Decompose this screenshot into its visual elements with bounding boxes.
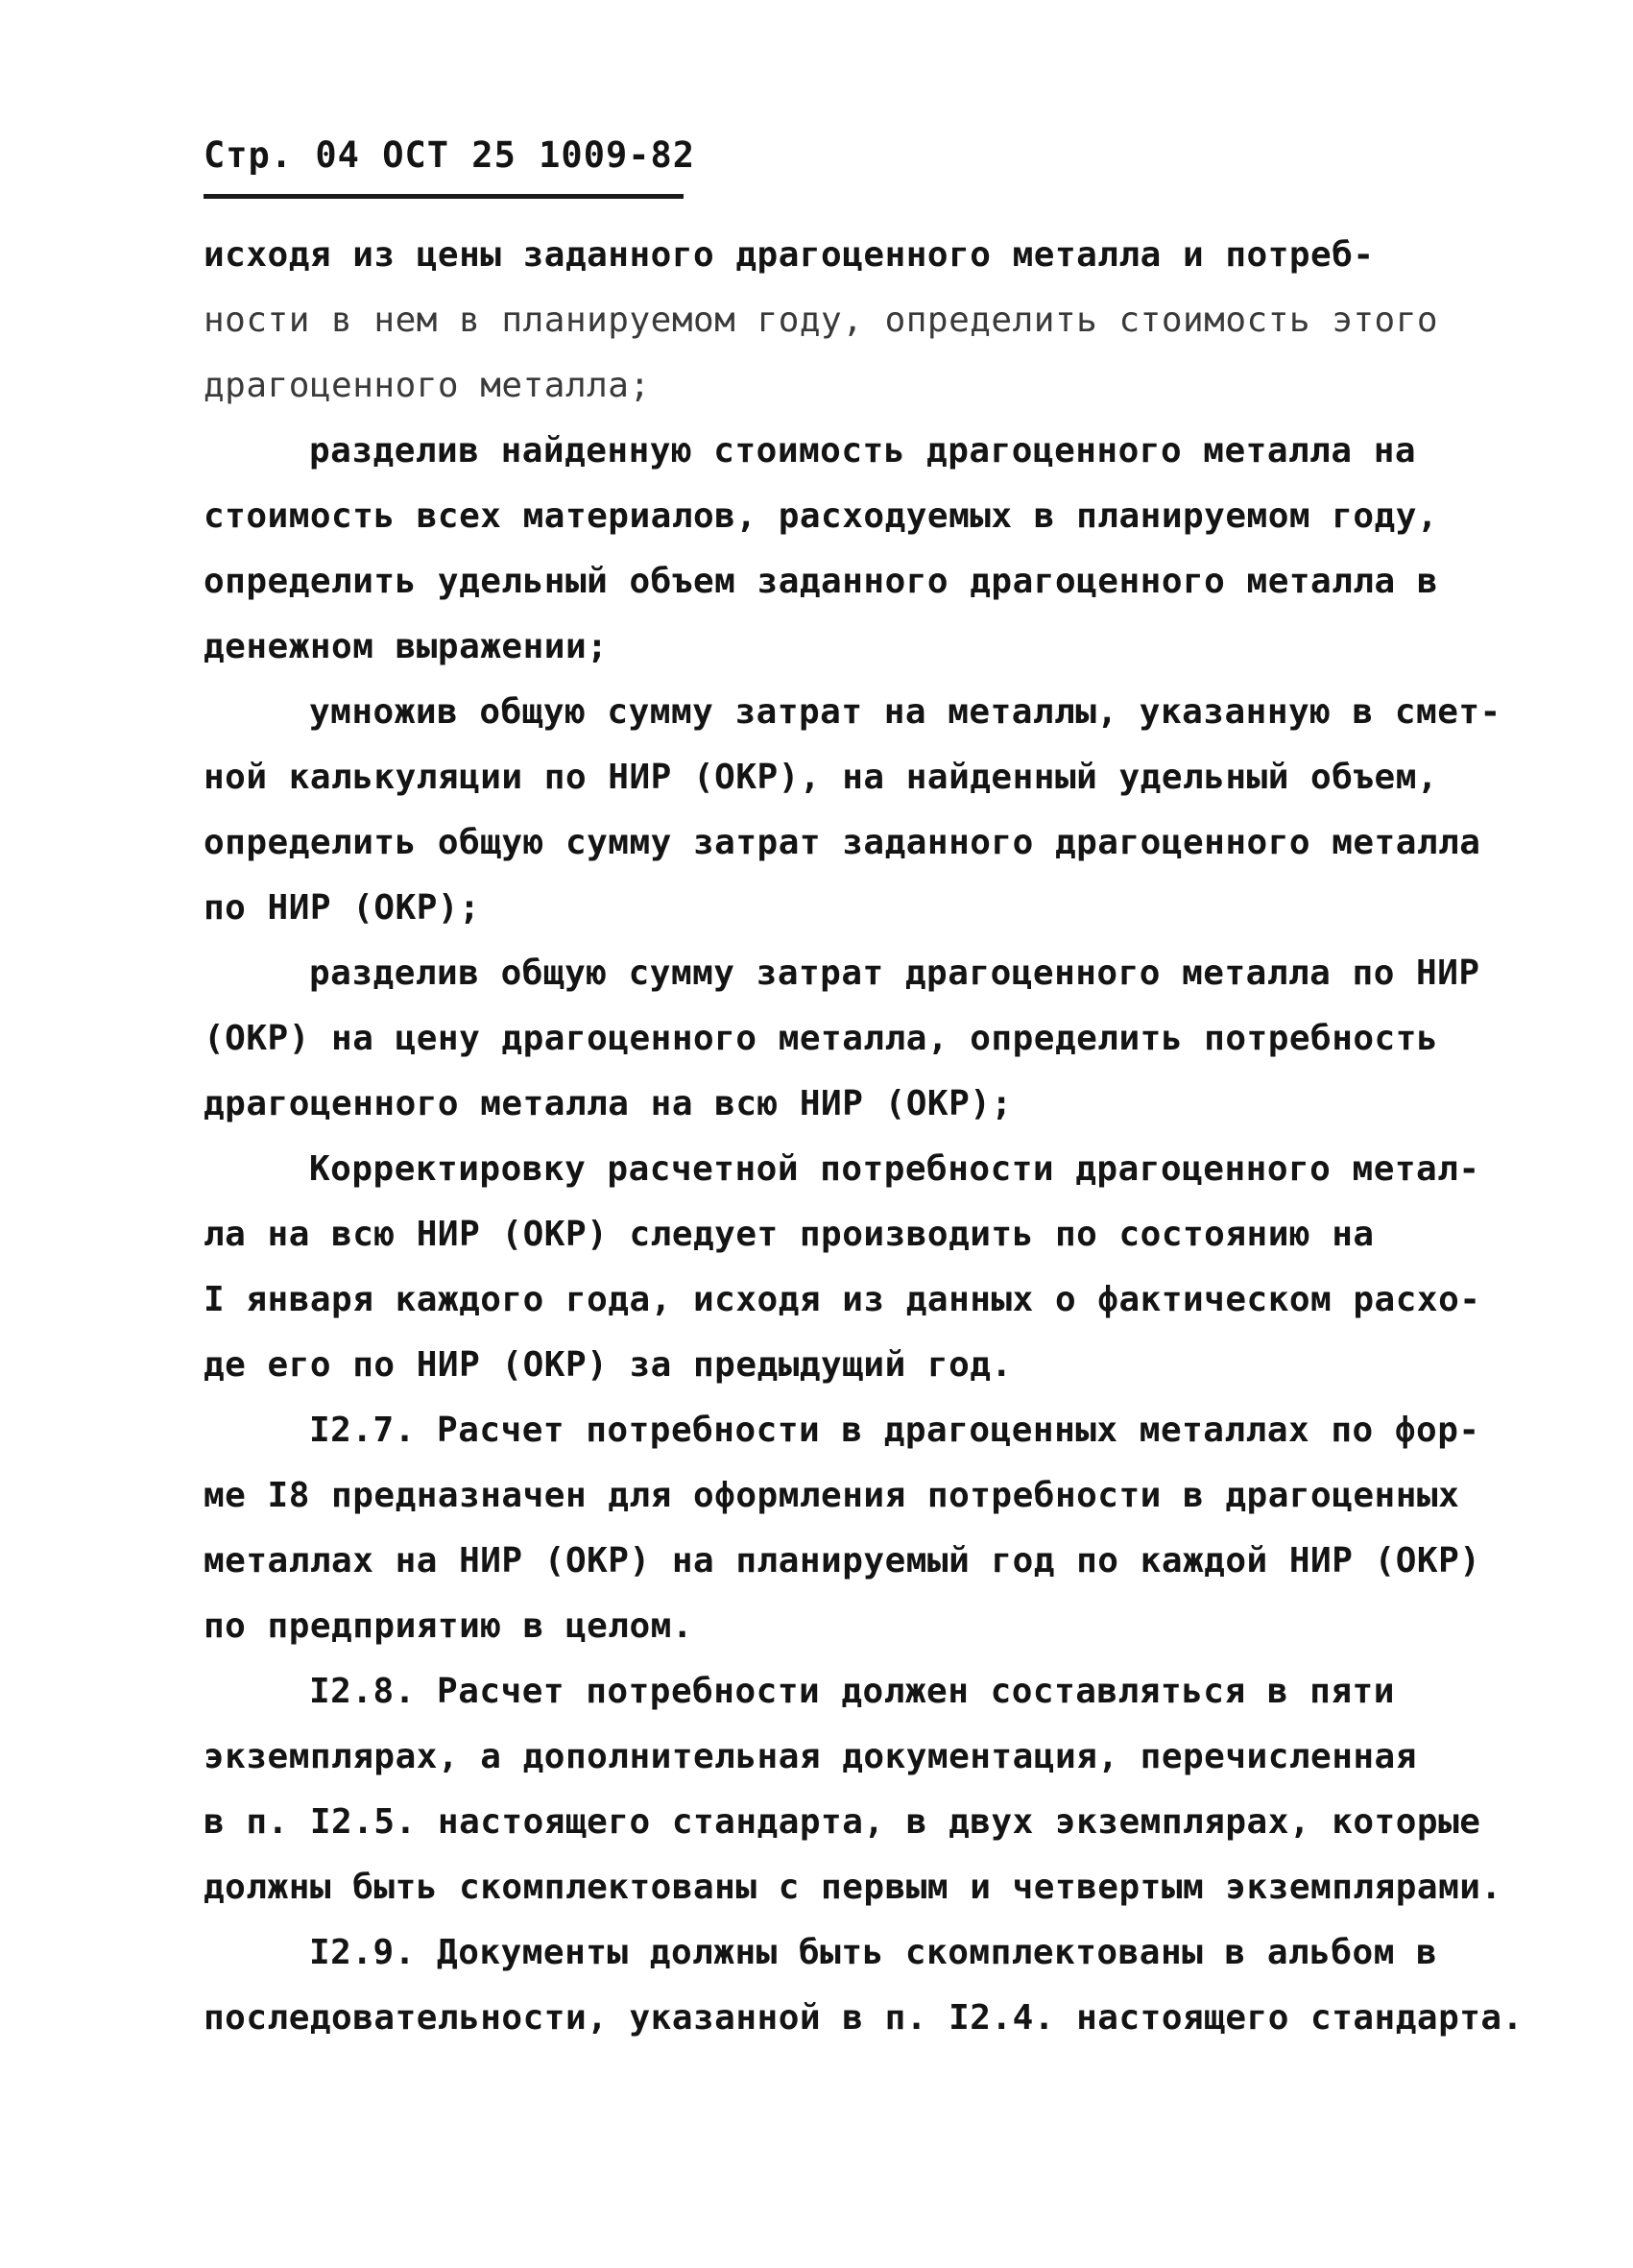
text-line: денежном выражении;	[204, 627, 609, 666]
paragraph-start-line: умножив общую сумму затрат на металлы, указанную в смет-	[309, 692, 1501, 732]
section-12-7-line: I2.7. Расчет потребности в драгоценных металлах по фор-	[309, 1411, 1480, 1450]
text-line: по предприятию в целом.	[204, 1606, 693, 1646]
text-line: ной калькуляции по НИР (ОКР), на найденный удельный объем,	[204, 758, 1439, 797]
page-header: Стр. 04 ОСТ 25 1009-82	[204, 134, 696, 176]
text-line: драгоценного металла;	[204, 366, 651, 405]
text-line: ла на всю НИР (ОКР) следует производить по состоянию на	[204, 1215, 1375, 1254]
text-line: экземплярах, а дополнительная документация, перечисленная	[204, 1737, 1417, 1776]
document-body	[204, 223, 1524, 2051]
text-line: должны быть скомплектованы с первым и четвертым экземплярами.	[204, 1868, 1502, 1907]
text-line: ме I8 предназначен для оформления потребности в драгоценных	[204, 1476, 1460, 1515]
paragraph-start-line: разделив общую сумму затрат драгоценного металла по НИР	[309, 953, 1480, 993]
text-line: определить удельный объем заданного драгоценного металла в	[204, 562, 1439, 601]
text-line: последовательности, указанной в п. I2.4. настоящего стандарта.	[204, 1998, 1524, 2038]
paragraph-start-line: разделив найденную стоимость драгоценного металла на	[309, 431, 1417, 470]
section-12-8-line: I2.8. Расчет потребности должен составляться в пяти	[309, 1672, 1395, 1711]
header-underline	[204, 194, 684, 199]
text-line: драгоценного металла на всю НИР (ОКР);	[204, 1084, 1013, 1123]
text-line: в п. I2.5. настоящего стандарта, в двух экземплярах, которые	[204, 1802, 1481, 1842]
paragraph-start-line: Корректировку расчетной потребности драгоценного метал-	[309, 1149, 1480, 1189]
section-12-9-line: I2.9. Документы должны быть скомплектованы в альбом в	[309, 1933, 1438, 1972]
text-line: металлах на НИР (ОКР) на планируемый год по каждой НИР (ОКР)	[204, 1541, 1481, 1580]
text-line: I января каждого года, исходя из данных о фактическом расхо-	[204, 1280, 1481, 1319]
text-line: по НИР (ОКР);	[204, 888, 481, 928]
text-line: де его по НИР (ОКР) за предыдущий год.	[204, 1345, 1013, 1385]
text-line: стоимость всех материалов, расходуемых в планируемом году,	[204, 496, 1439, 536]
text-line: исходя из цены заданного драгоценного металла и потреб-	[204, 235, 1375, 275]
text-line: (ОКР) на цену драгоценного металла, определить потребность	[204, 1019, 1439, 1058]
text-line: ности в нем в планируемом году, определить стоимость этого	[204, 301, 1439, 340]
text-line: определить общую сумму затрат заданного драгоценного металла	[204, 823, 1481, 862]
